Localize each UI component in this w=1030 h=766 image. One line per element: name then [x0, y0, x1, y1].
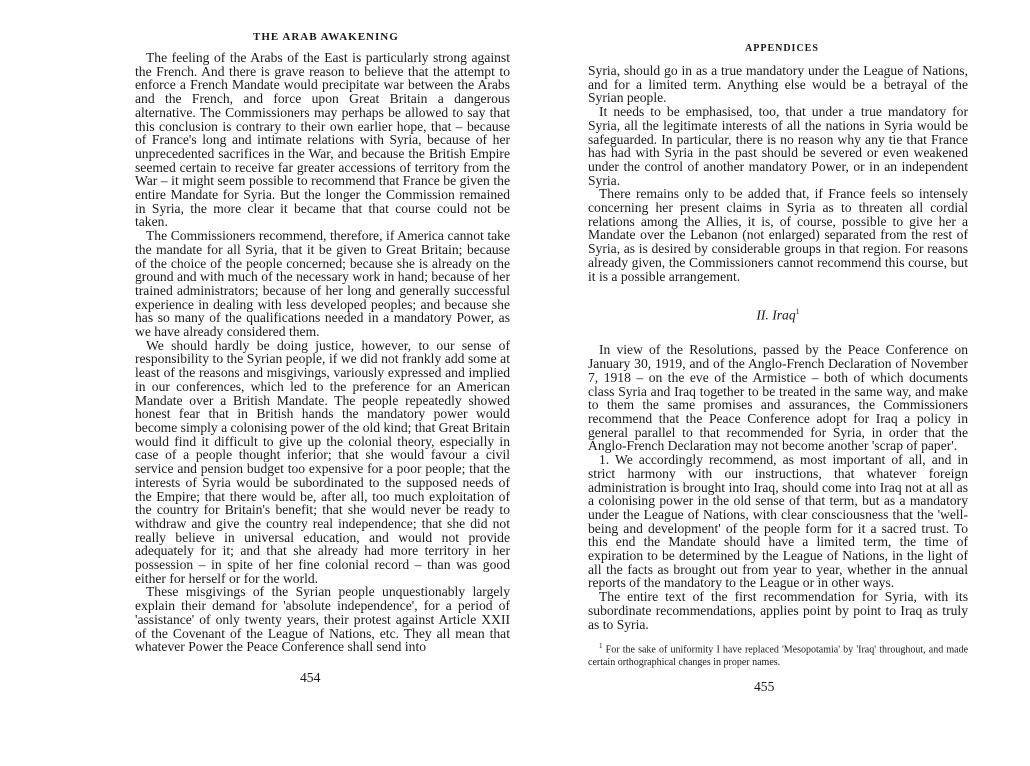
- footnote-marker: 1: [599, 642, 603, 651]
- running-head-left: THE ARAB AWAKENING: [253, 31, 399, 43]
- footnote-text: For the sake of uniformity I have replaced 'Mesopotamia' by 'Iraq' throughout, and made certain orthographical changes in proper names.: [588, 644, 969, 668]
- page-number-right: 455: [754, 679, 775, 694]
- right-paragraph-1: It needs to be emphasised, too, that under a true mandatory for Syria, all the legitimate interests of all the nations in Syria would be safeguarded. In particular, there is no reason why any tie that France has had with Syria in the past should be severed or even weakened under the control of another mandatory Power, or in an independent Syria.: [588, 104, 968, 188]
- left-paragraph-2: The Commissioners recommend, therefore, if America cannot take the mandate for all Syria, that it be given to Great Britain; because of the choice of the people concerned; because she is already on the ground and with much of the necessary work in hand; because of her trained administrators; because of her long and generally successful experience in dealing with less developed peoples; and because she has so many of the qualifications needed in a mandatory Power, as we have already considered them.: [135, 228, 510, 340]
- page-number-left: 454: [300, 670, 321, 685]
- right-page-body: [588, 64, 968, 669]
- left-page-body: [135, 51, 510, 654]
- right-paragraph-2: There remains only to be added that, if France feels so intensely concerning her present claims in Syria as to threaten all cordial relations among the Allies, it is, of course, possible to give her a Mandate over the Lebanon (not enlarged) separated from the rest of Syria, as is desired by considerable groups in that region. For reasons already given, the Commissioners cannot recommend this course, but it is a possible arrangement.: [588, 186, 968, 284]
- section-heading: [588, 305, 968, 322]
- section-paragraph-2: 1. We accordingly recommend, as most important of all, and in strict harmony with our instructions, that whatever foreign administration is brought into Iraq, should come into Iraq not at all as a colonising power in the old sense of that term, but as a mandatory under the League of Nations, with clear consciousness that the 'well-being and development' of the people form for it a sacred trust. To this end the Mandate should have a limited term, the time of expiration to be determined by the League of Nations, in the light of all the facts as brought out from year to year, whether in the annual reports of the mandatory to the League or in other ways.: [588, 452, 968, 591]
- section-paragraph-3: The entire text of the first recommendation for Syria, with its subordinate recommendations, applies point by point to Iraq as truly as to Syria.: [588, 589, 968, 632]
- section-footnote-marker: 1: [795, 307, 800, 317]
- section-heading-text: II. Iraq: [756, 307, 796, 323]
- footnote: [588, 640, 968, 668]
- left-paragraph-1: The feeling of the Arabs of the East is particularly strong against the French. And there is grave reason to believe that the attempt to enforce a French Mandate would precipitate war between the Arabs and the French, and force upon Great Britain a dangerous alternative. The Commissioners may perhaps be allowed to say that this conclusion is contrary to their own earlier hope, that – because of France's long and intimate relations with Syria, because of her unprecedented sacrifices in the War, and because the British Empire seemed certain to receive far greater accessions of territory from the War – it might seem possible to recommend that France be given the entire Mandate for Syria. But the longer the Commission remained in Syria, the more clear it became that that course could not be taken.: [135, 50, 510, 230]
- left-paragraph-3: We should hardly be doing justice, however, to our sense of responsibility to the Syrian people, if we did not frankly add some at least of the reasons and misgivings, variously expressed and implied in our conferences, which led to the preference for an American Mandate over a British Mandate. The people repeatedly showed honest fear that in British hands the mandatory power would become simply a colonising power of the old kind; that Great Britain would find it difficult to give up the colonial theory, especially in case of a people thought inferior; that she would favour a civil service and pension budget too expensive for a poor people; that the interests of Syria would be subordinated to the supposed needs of the Empire; that there would be, after all, too much exploitation of the country for Britain's benefit; that she would never be ready to withdraw and give the country real independence; that she did not really believe in universal education, and would not provide adequately for it; and that she already had more territory in her possession – in spite of her fine colonial record – than was good either for herself or for the world.: [135, 337, 510, 586]
- right-page: [515, 0, 1030, 766]
- right-paragraph-continued: Syria, should go in as a true mandatory under the League of Nations, and for a limited term. Anything else would be a betrayal of the Syrian people.: [588, 63, 968, 106]
- left-paragraph-4: These misgivings of the Syrian people unquestionably largely explain their demand for 'absolute independence', for a period of 'assistance' of only twenty years, their protest against Article XXII of the Covenant of the League of Nations, etc. They all mean that whatever Power the Peace Conference shall send into: [135, 584, 510, 655]
- running-head-right: APPENDICES: [745, 43, 819, 54]
- section-paragraph-1: In view of the Resolutions, passed by the Peace Conference on January 30, 1919, and of the Anglo-French Declaration of November 7, 1918 – on the eve of the Armistice – both of which documents class Syria and Iraq together to be treated in the same way, and make to them the same promises and assurances, the Commissioners recommend that the Peace Conference adopt for Iraq a policy in general parallel to that recommended for Syria, in order that the Anglo-French Declaration may not become another 'scrap of paper'.: [588, 342, 968, 454]
